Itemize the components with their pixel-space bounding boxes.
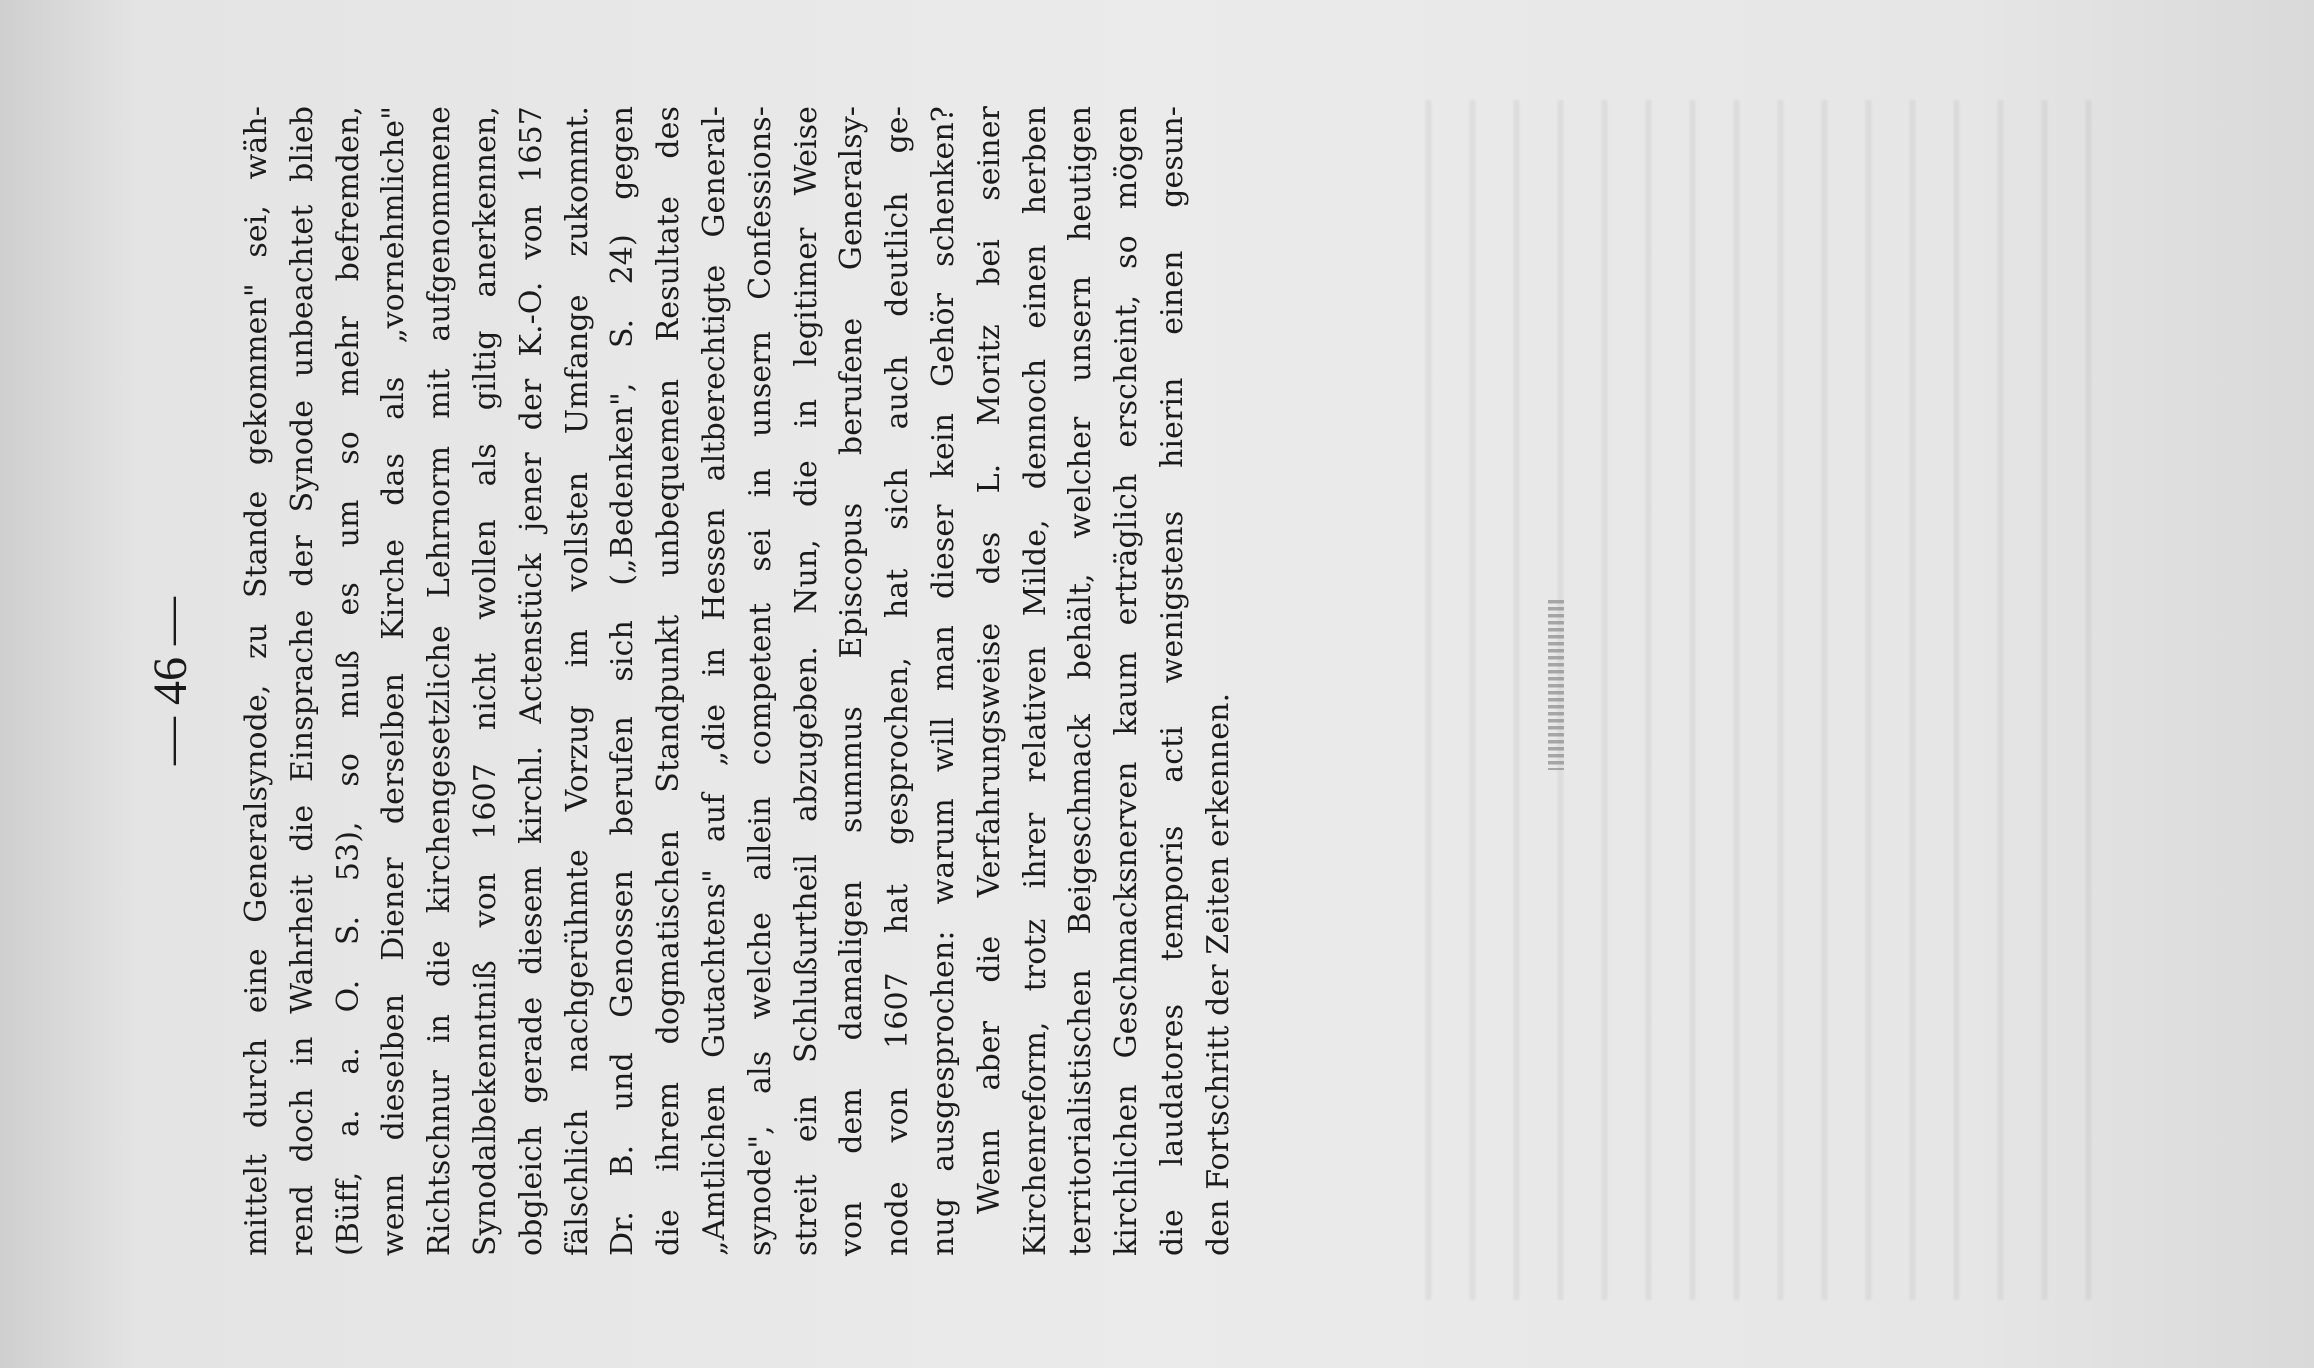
text-line: territorialistischen Beigeschmack behält, welcher unsern heutigen [1063, 106, 1099, 1256]
text-line: mittelt durch eine Generalsynode, zu Stande gekommen" sei, wäh- [239, 106, 274, 1256]
text-line: Kirchenreform, trotz ihrer relativen Milde, dennoch einen herben [1017, 106, 1053, 1256]
text-line: rend doch in Wahrheit die Einsprache der Synode unbeachtet blieb [284, 106, 320, 1256]
text-line: den Fortschritt der Zeiten erkennen. [1200, 692, 1236, 1256]
text-line: node von 1607 hat gesprochen, hat sich auch deutlich ge- [880, 106, 916, 1256]
text-line: kirchlichen Geschmacksnerven kaum erträglich erscheint, so mögen [1109, 106, 1145, 1256]
text-line: von dem damaligen summus Episcopus berufene Generalsy- [834, 106, 870, 1256]
rotated-page-content [141, 106, 1357, 1256]
text-line: Dr. B. und Genossen berufen sich („Bedenken", S. 24) gegen [605, 106, 641, 1256]
body-text [234, 106, 1242, 1256]
text-line: Richtschnur in die kirchengesetzliche Lehrnorm mit aufgenommene [422, 106, 458, 1256]
text-line: die laudatores temporis acti wenigstens hierin einen gesun- [1154, 106, 1190, 1256]
text-line: streit ein Schlußurtheil abzugeben. Nun, die in legitimer Weise [788, 106, 824, 1256]
page-number-header: — 46 — [144, 597, 197, 765]
text-line: Wenn aber die Verfahrungsweise des L. Moritz bei seiner [971, 106, 1007, 1214]
bleed-through-ornament [1548, 600, 1564, 770]
bleed-through-text [1395, 100, 2115, 1300]
text-line: Synodalbekenntniß von 1607 nicht wollen als giltig anerkennen, [467, 106, 503, 1256]
text-line: die ihrem dogmatischen Standpunkt unbequemen Resultate des [651, 106, 687, 1256]
text-line: synode", als welche allein competent sei in unsern Confessions- [742, 106, 778, 1256]
text-line: „Amtlichen Gutachtens" auf „die in Hessen altberechtigte General- [696, 106, 732, 1256]
text-line: (Büff, a. a. O. S. 53), so muß es um so mehr befremden, [330, 106, 366, 1256]
text-line: nug ausgesprochen: warum will man dieser kein Gehör schenken? [925, 106, 961, 1256]
text-line: fälschlich nachgerühmte Vorzug im vollsten Umfange zukommt. [559, 106, 595, 1256]
text-line: obgleich gerade diesem kirchl. Actenstück jener der K.-O. von 1657 [513, 106, 549, 1256]
text-line: wenn dieselben Diener derselben Kirche das als „vornehmliche" [376, 106, 412, 1256]
